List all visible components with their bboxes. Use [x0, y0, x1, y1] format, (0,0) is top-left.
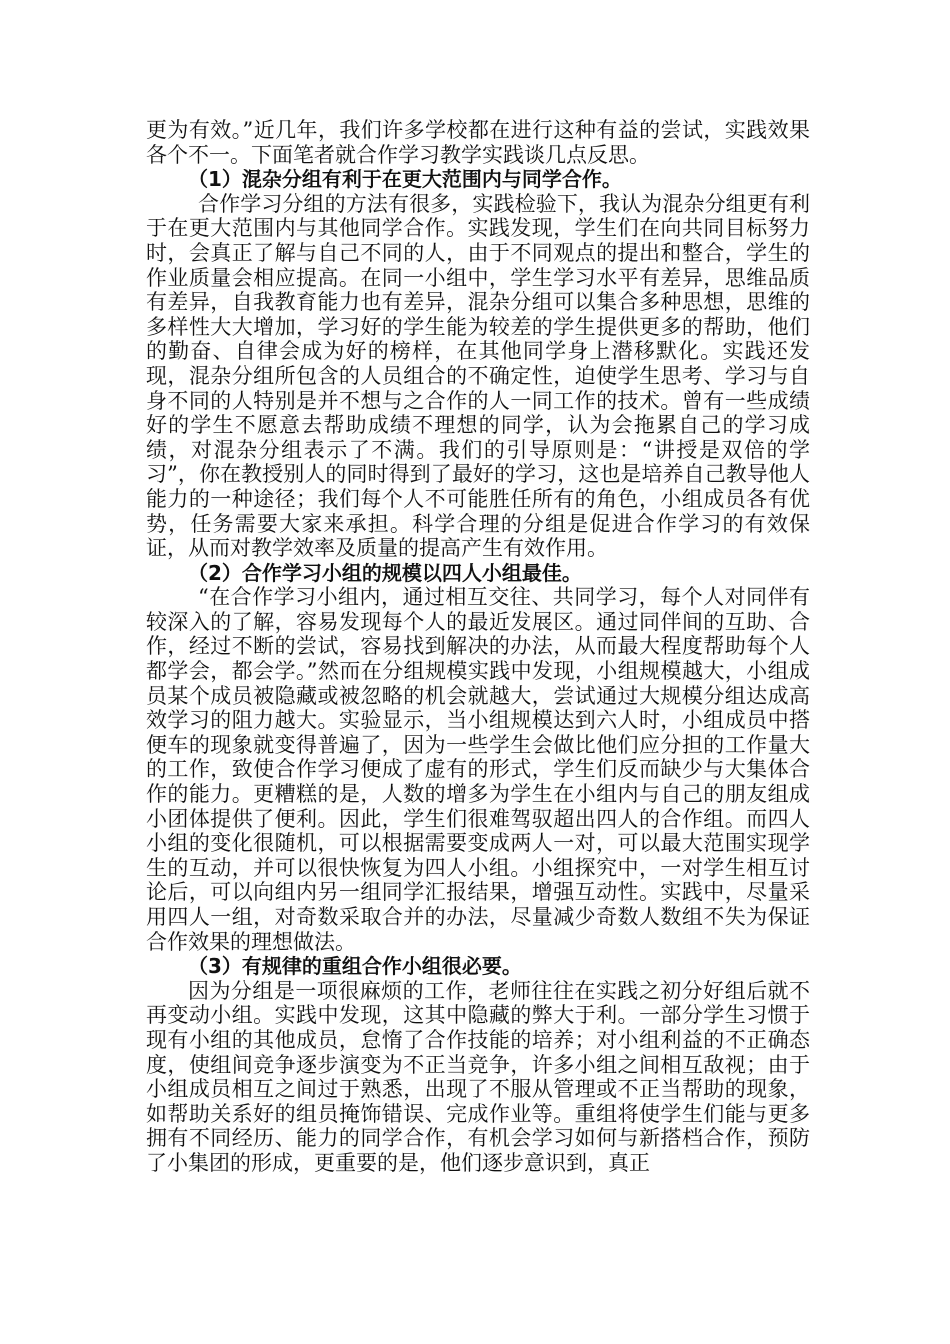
intro-paragraph: 更为有效。”近几年，我们许多学校都在进行这种有益的尝试，实践效果各个不一。下面笔者就合作学习教学实践谈几点反思。	[146, 118, 810, 167]
section-1-heading: （1）混杂分组有利于在更大范围内与同学合作。	[188, 167, 622, 192]
section-1-body: 合作学习分组的方法有很多，实践检验下，我认为混杂分组更有利于在更大范围内与其他同学合作。实践发现，学生们在向共同目标努力时，会真正了解与自己不同的人，由于不同观点的提出和整合，学生的作业质量会相应提高。在同一小组中，学生学习水平有差异，思维品质有差异，自我教育能力也有差异，混杂分组可以集合多种思想，思维的多样性大大增加，学习好的学生能为较差的学生提供更多的帮助，他们的勤奋、自律会成为好的榜样，在其他同学身上潜移默化。实践还发现，混杂分组所包含的人员组合的不确定性，迫使学生思考、学习与自身不同的人特别是并不想与之合作的人一同工作的技术。曾有一些成绩好的学生不愿意去帮助成绩不理想的同学，认为会拖累自己的学习成绩，对混杂分组表示了不满。我们的引导原则是：“讲授是双倍的学习”，你在教授别人的同时得到了最好的学习，这也是培养自己教导他人能力的一种途径；我们每个人不可能胜任所有的角色，小组成员各有优势，任务需要大家来承担。科学合理的分组是促进合作学习的有效保证，从而对教学效率及质量的提高产生有效作用。	[146, 191, 810, 561]
section-2-heading: （2）合作学习小组的规模以四人小组最佳。	[188, 560, 582, 585]
section-3-heading: （3）有规律的重组合作小组很必要。	[188, 954, 522, 979]
document-page	[146, 118, 810, 1176]
section-3-body: 因为分组是一项很麻烦的工作，老师往往在实践之初分好组后就不再变动小组。实践中发现，这其中隐藏的弊大于利。一部分学生习惯于现有小组的其他成员，怠惰了合作技能的培养；对小组利益的不正确态度，使组间竞争逐步演变为不正当竞争，许多小组之间相互敌视；由于小组成员相互之间过于熟悉，出现了不服从管理或不正当帮助的现象，如帮助关系好的组员掩饰错误、完成作业等。重组将使学生们能与更多拥有不同经历、能力的同学合作，有机会学习如何与新搭档合作，预防了小集团的形成，更重要的是，他们逐步意识到，真正	[146, 978, 810, 1175]
section-2-body: “在合作学习小组内，通过相互交往、共同学习，每个人对同伴有较深入的了解，容易发现每个人的最近发展区。通过同伴间的互助、合作，经过不断的尝试，容易找到解决的办法，从而最大程度帮助每个人都学会，都会学。”然而在分组规模实践中发现，小组规模越大，小组成员某个成员被隐藏或被忽略的机会就越大，尝试通过大规模分组达成高效学习的阻力越大。实验显示，当小组规模达到六人时，小组成员中搭便车的现象就变得普遍了，因为一些学生会做比他们应分担的工作量大的工作，致使合作学习便成了虚有的形式，学生们反而缺少与大集体合作的能力。更糟糕的是，人数的增多为学生在小组内与自己的朋友组成小团体提供了便利。因此，学生们很难驾驭超出四人的合作组。而四人小组的变化很随机，可以根据需要变成两人一对，可以最大范围实现学生的互动，并可以很快恢复为四人小组。小组探究中，一对学生相互讨论后，可以向组内另一组同学汇报结果，增强互动性。实践中，尽量采用四人一组，对奇数采取合并的办法，尽量减少奇数人数组不失为保证合作效果的理想做法。	[146, 585, 810, 954]
